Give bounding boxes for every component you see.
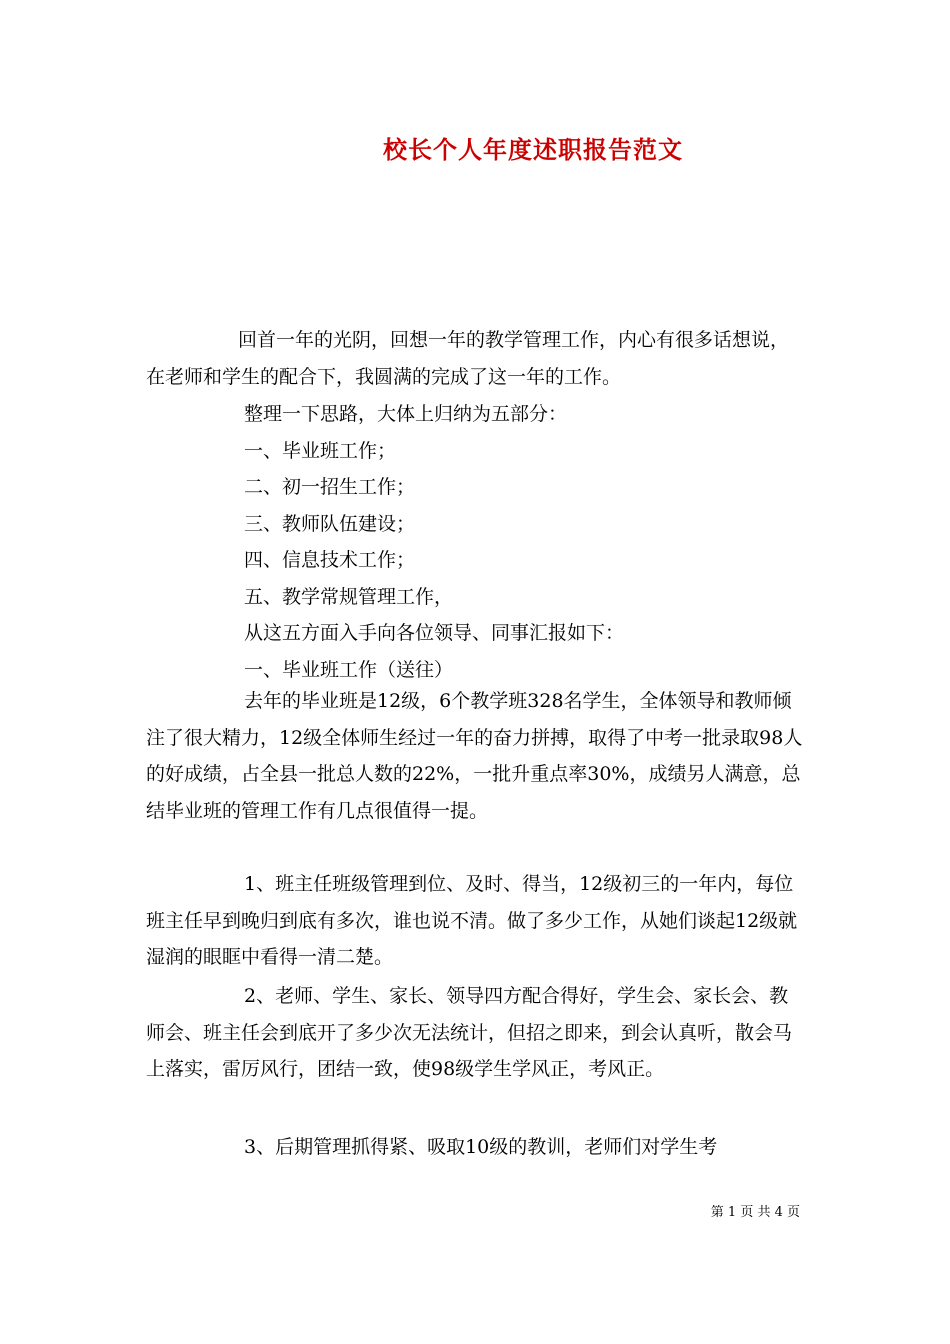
section-heading-graduating-class: 一、毕业班工作（送往） <box>244 658 454 681</box>
outline-item-3: 三、教师队伍建设； <box>244 512 416 535</box>
outline-item-4: 四、信息技术工作； <box>244 549 416 571</box>
paragraph-point-2: 2、老师、学生、家长、领导四方配合得好，学生会、家长会、教师会、班主任会到底开了多少次无法统计，但招之即来，到会认真听，散会马上落实，雷厉风行，团结一致，使98级学生学风正，考风正。 <box>146 985 793 1080</box>
document-title: 校长个人年度述职报告范文 <box>383 135 683 164</box>
paragraph-point-1: 1、班主任班级管理到位、及时、得当，12级初三的一年内，每位班主任早到晚归到底有多次，谁也说不清。做了多少工作，从她们谈起12级就湿润的眼眶中看得一清二楚。 <box>146 873 798 968</box>
outline-item-5: 五、教学常规管理工作， <box>244 585 454 608</box>
section-body-graduating <box>146 683 806 829</box>
outline-item-1: 一、毕业班工作； <box>244 439 397 462</box>
point-2 <box>146 978 806 1088</box>
point-3 <box>146 1129 806 1166</box>
paragraph-point-3: 3、后期管理抓得紧、吸取10级的教训，老师们对学生考 <box>244 1136 718 1158</box>
document-body <box>146 322 806 395</box>
paragraph-intro: 回首一年的光阴，回想一年的教学管理工作，内心有很多话想说，在老师和学生的配合下，我圆满的完成了这一年的工作。 <box>146 329 790 388</box>
outline-list <box>146 396 806 688</box>
outline-item-2: 二、初一招生工作； <box>244 476 416 498</box>
outline-summary: 从这五方面入手向各位领导、同事汇报如下： <box>244 622 625 644</box>
outline-intro: 整理一下思路，大体上归纳为五部分： <box>244 403 568 425</box>
paragraph-graduating-class: 去年的毕业班是12级，6个教学班328名学生，全体领导和教师倾注了很大精力，12级全体师生经过一年的奋力拼搏，取得了中考一批录取98人的好成绩，占全县一批总人数的22%，一批升重点率30%，成绩另人满意，总结毕业班的管理工作有几点很值得一提。 <box>146 690 803 822</box>
point-1 <box>146 866 806 976</box>
page-number: 第 1 页 共 4 页 <box>710 1205 800 1220</box>
